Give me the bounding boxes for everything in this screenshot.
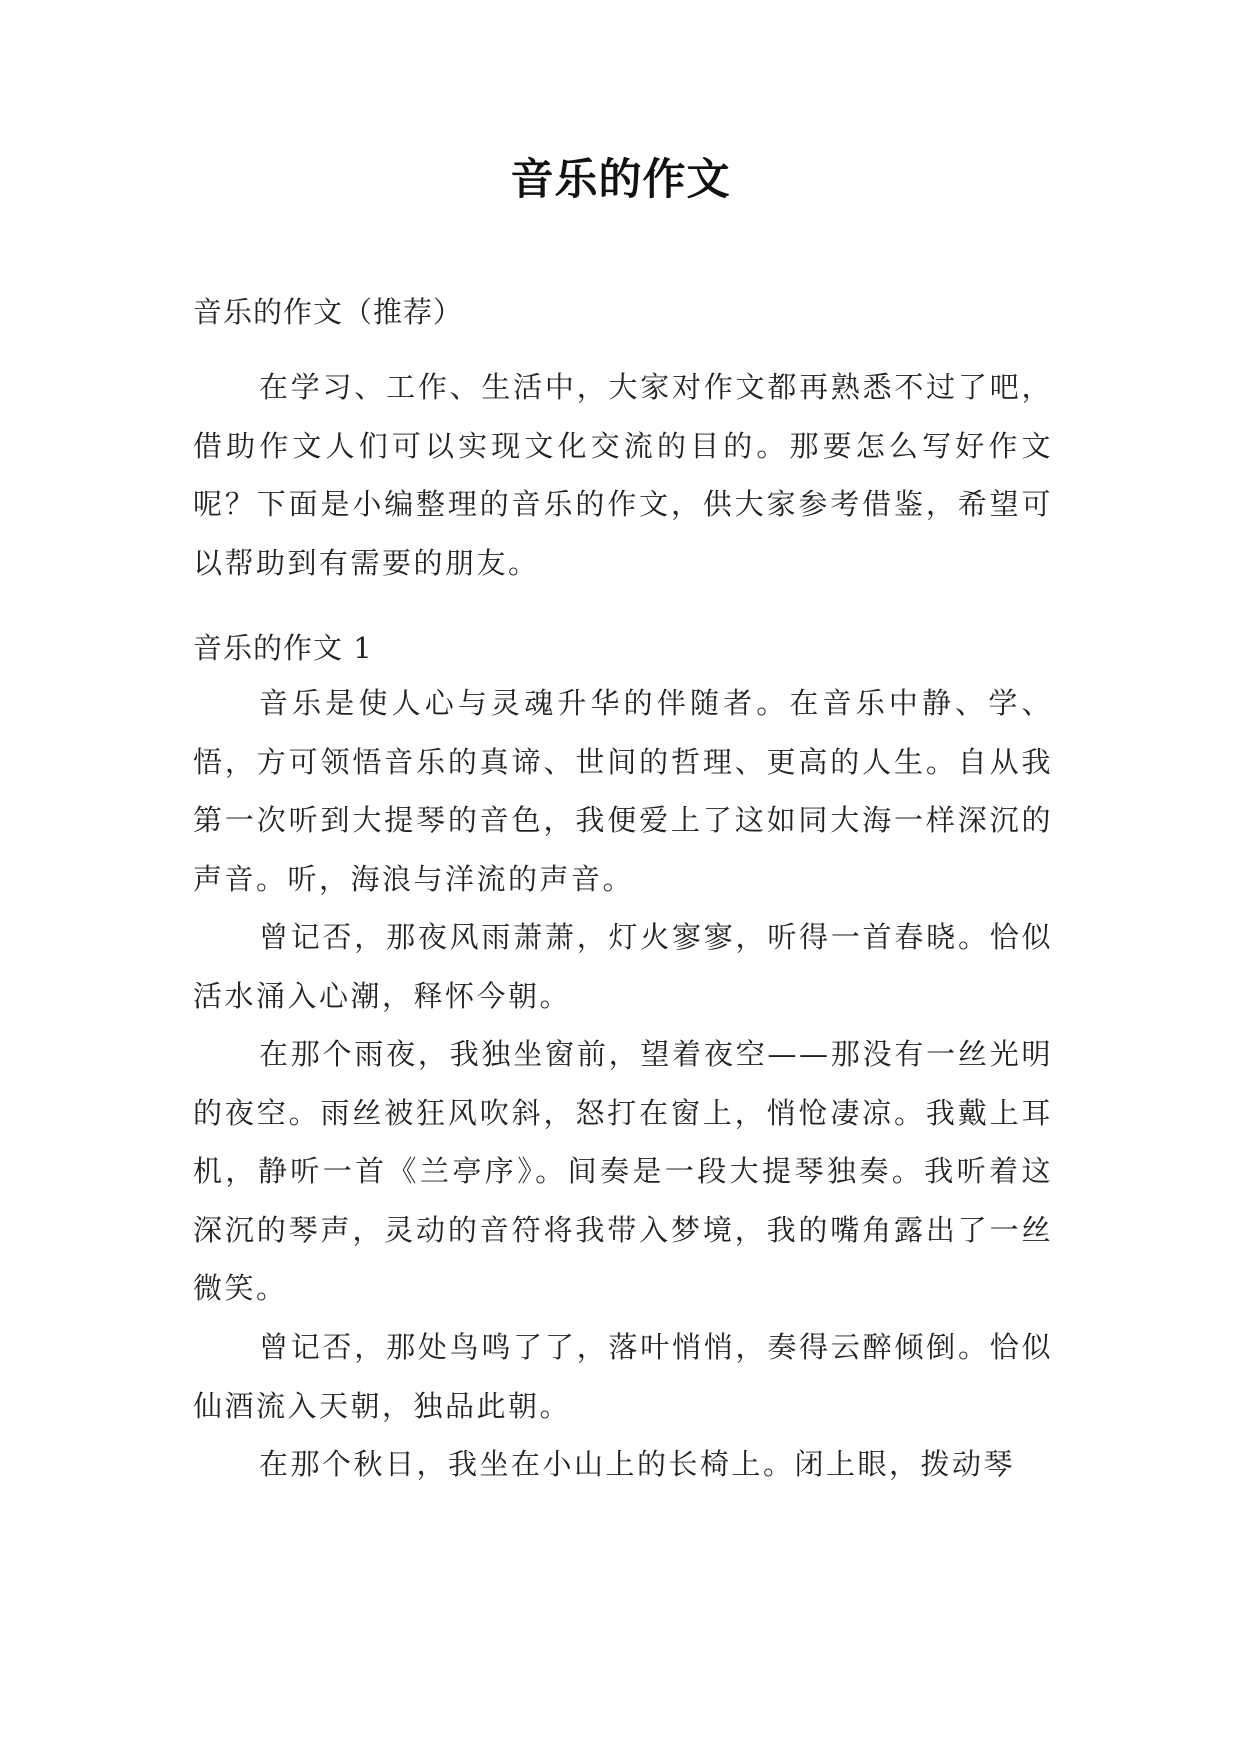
body-paragraph-5: 在那个秋日，我坐在小山上的长椅上。闭上眼，拨动琴 [259, 1447, 1016, 1481]
body-paragraph-3: 在那个雨夜，我独坐窗前，望着夜空——那没有一丝光明的夜空。雨丝被狂风吹斜，怒打在窗上，悄怆凄凉。我戴上耳机，静听一首《兰亭序》。间奏是一段大提琴独奏。我听着这深沉的琴声，灵动的音符将我带入梦境，我的嘴角露出了一丝微笑。 [193, 1037, 1053, 1305]
body-paragraph-2: 曾记否，那夜风雨萧萧，灯火寥寥，听得一首春晓。恰似活水涌入心潮，释怀今朝。 [193, 920, 1053, 1013]
body-paragraph-1: 音乐是使人心与灵魂升华的伴随者。在音乐中静、学、悟，方可领悟音乐的真谛、世间的哲理、更高的人生。自从我第一次听到大提琴的音色，我便爱上了这如同大海一样深沉的声音。听，海浪与洋流的声音。 [193, 686, 1053, 896]
document-title: 音乐的作文 [510, 155, 731, 205]
document-subtitle: 音乐的作文（推荐） [193, 295, 464, 329]
body-paragraph-4: 曾记否，那处鸟鸣了了，落叶悄悄，奏得云醉倾倒。恰似仙酒流入天朝，独品此朝。 [193, 1330, 1053, 1423]
section-heading: 音乐的作文 1 [193, 631, 373, 665]
intro-paragraph: 在学习、工作、生活中，大家对作文都再熟悉不过了吧，借助作文人们可以实现文化交流的目的。那要怎么写好作文呢？下面是小编整理的音乐的作文，供大家参考借鉴，希望可以帮助到有需要的朋友。 [193, 370, 1053, 580]
